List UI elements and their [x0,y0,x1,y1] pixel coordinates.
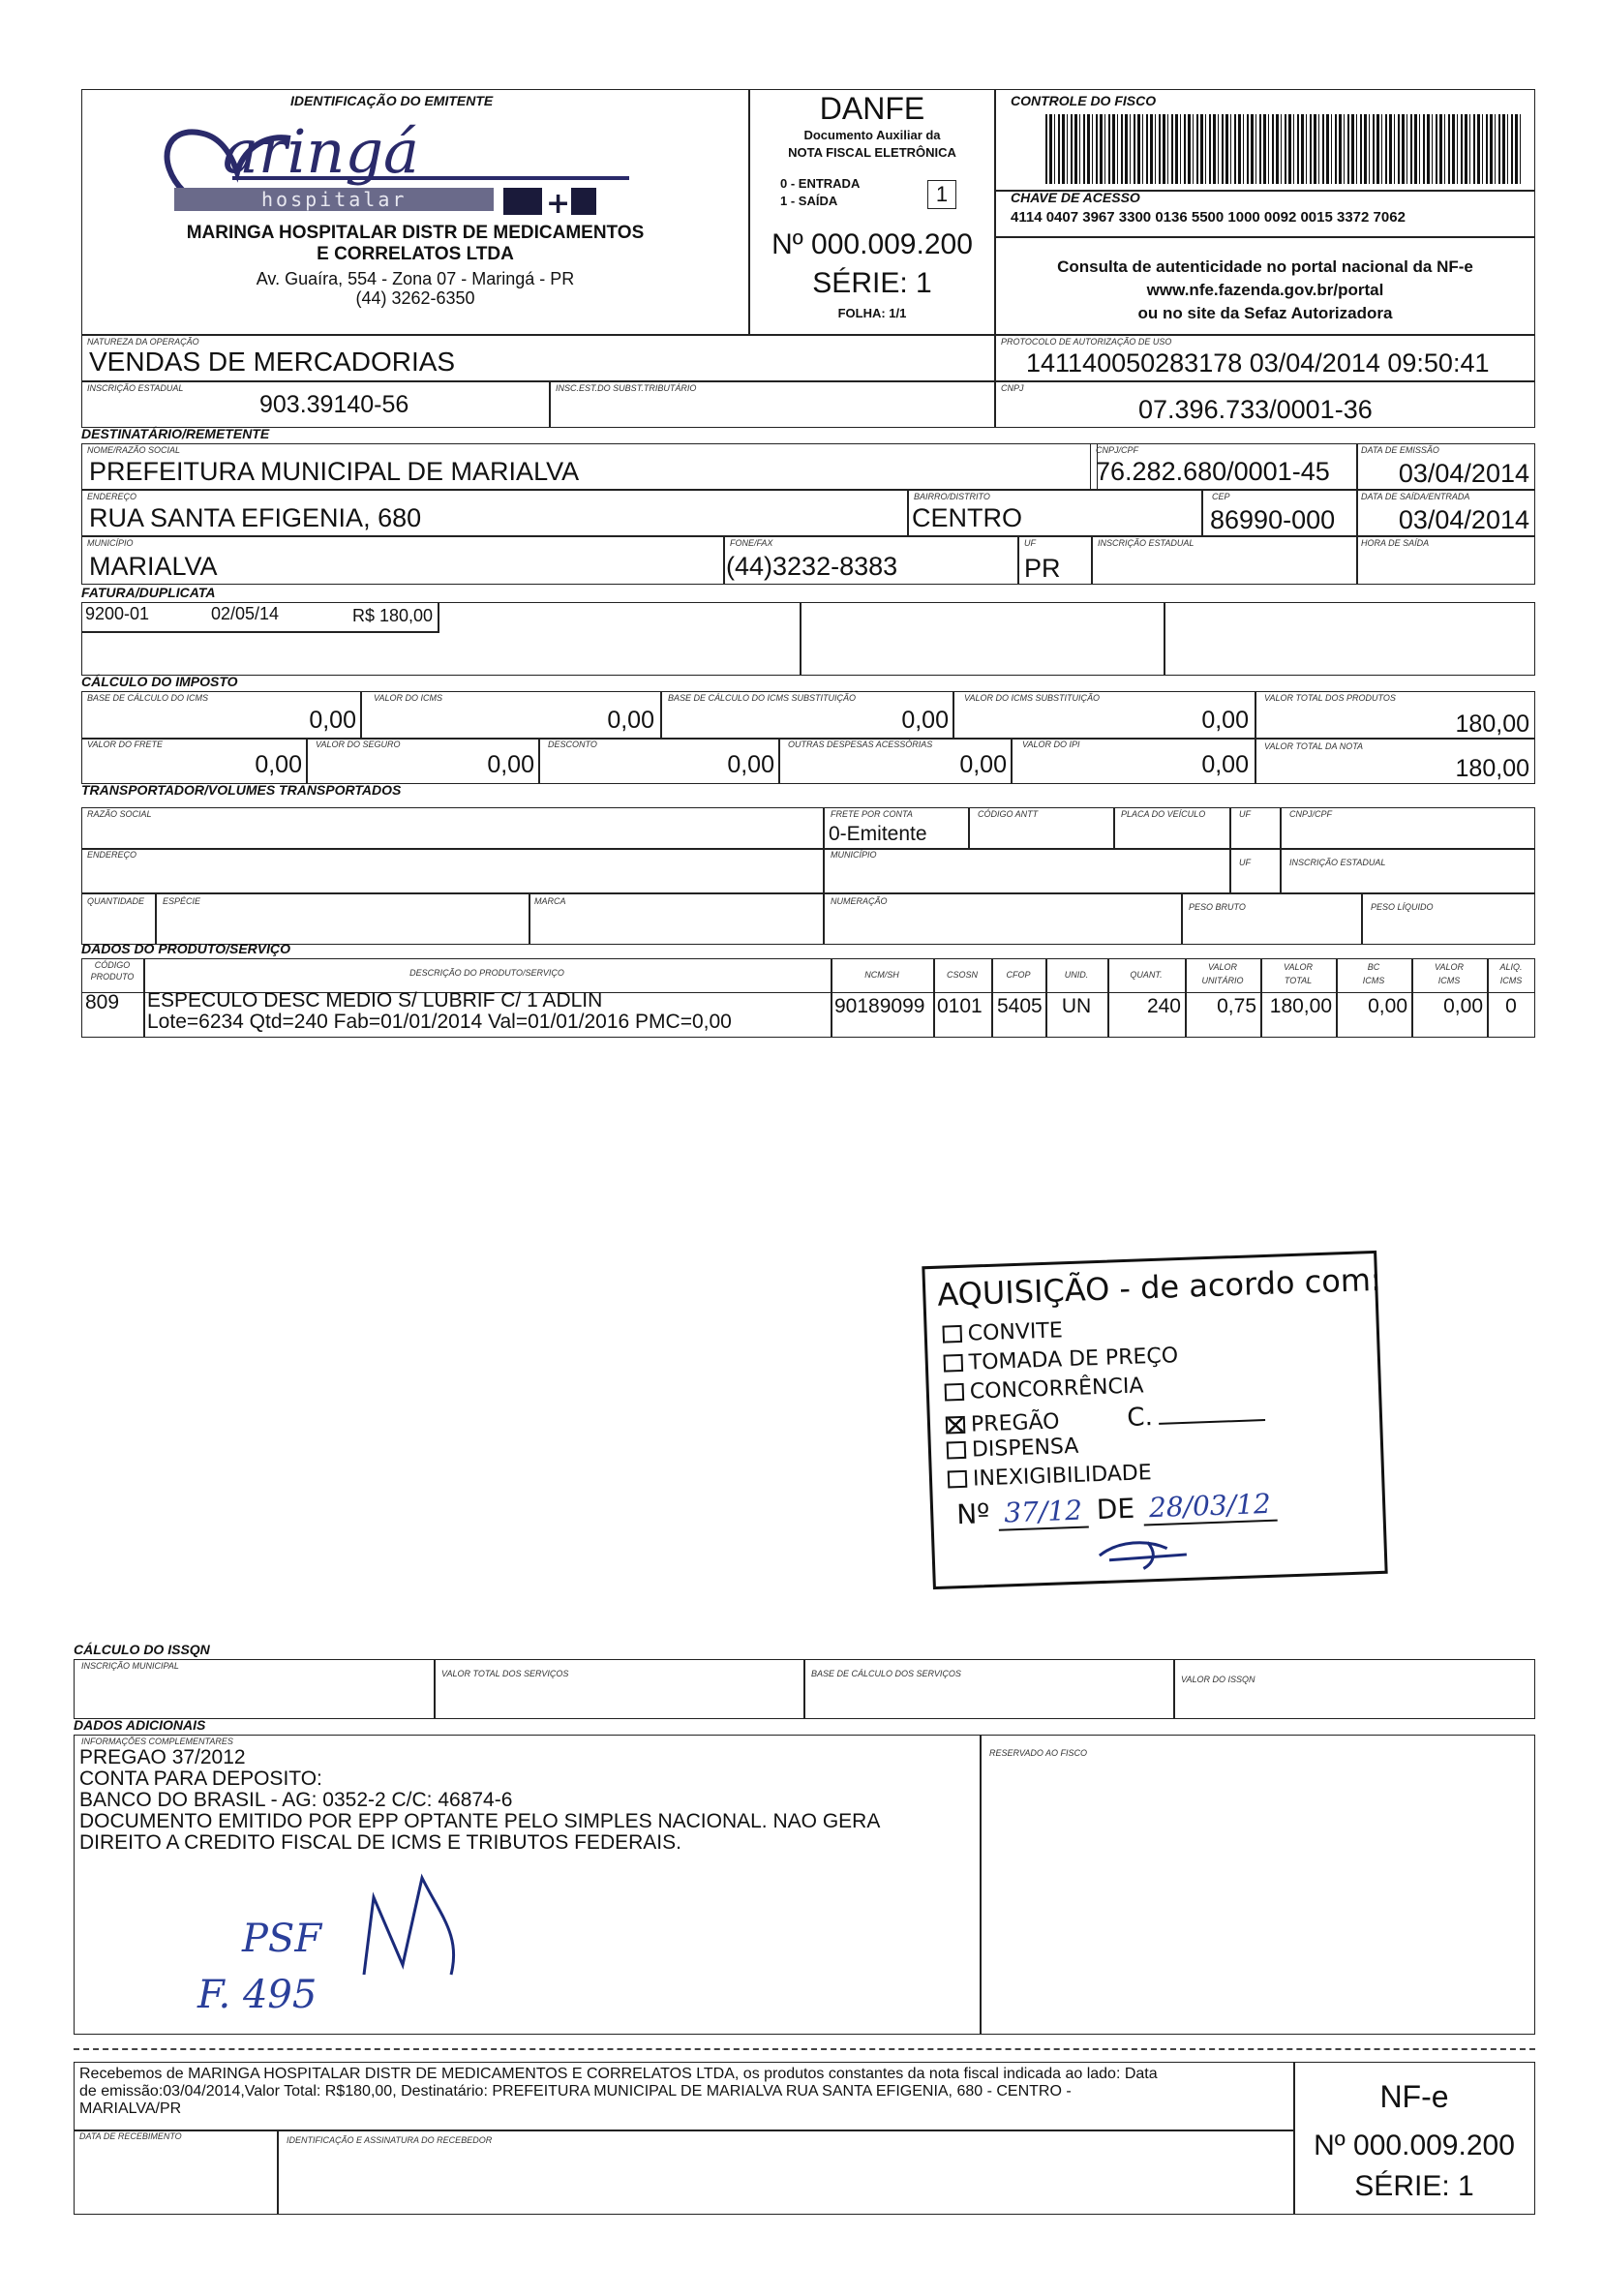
item-unid: UN [1061,995,1092,1017]
danfe-saida: 1 - SAÍDA [780,194,838,208]
natureza-value: VENDAS DE MERCADORIAS [89,347,456,377]
dest-endereco-label: ENDEREÇO [87,492,137,501]
h-vi1: VALOR [1434,962,1464,972]
stamp-title: AQUISIÇÃO - de acordo com: [936,1260,1382,1314]
dest-bairro: CENTRO [912,503,1022,532]
ie-st-label: INSC.EST.DO SUBST.TRIBUTÁRIO [556,383,697,393]
imp-l6: VALOR DO FRETE [87,740,164,749]
transp-placa: PLACA DO VEÍCULO [1121,809,1206,819]
stamp-num: 37/12 [998,1494,1089,1530]
consulta-line2: www.nfe.fazenda.gov.br/portal [1146,281,1384,299]
imp-v2: 0,00 [607,707,654,734]
transp-liquido: PESO LÍQUIDO [1371,902,1434,912]
natureza-label: NATUREZA DA OPERAÇÃO [87,337,199,347]
dest-cnpj-label: CNPJ/CPF [1096,445,1139,455]
h-aq1: ALIQ. [1499,962,1523,972]
handwritten-signature [345,1858,480,1994]
dest-cep-label: CEP [1212,492,1230,501]
canhoto-nfe: NF-e [1379,2079,1449,2114]
fisco-label: RESERVADO AO FISCO [989,1748,1088,1758]
info-line4: DOCUMENTO EMITIDO POR EPP OPTANTE PELO SIMPLES NACIONAL. NAO GERA [79,1810,881,1832]
transp-cnpj: CNPJ/CPF [1289,809,1333,819]
fatura-section: FATURA/DUPLICATA [81,585,216,600]
emitente-address: Av. Guaíra, 554 - Zona 07 - Maringá - PR [256,269,575,288]
transp-box [81,807,1535,945]
item-ncm: 90189099 [834,995,925,1017]
imp-v3: 0,00 [901,707,949,734]
canhoto-ident-label: IDENTIFICAÇÃO E ASSINATURA DO RECEBEDOR [287,2135,493,2145]
company-logo [145,105,649,230]
transp-razao: RAZÃO SOCIAL [87,809,152,819]
h-vi2: ICMS [1437,976,1461,985]
aquisicao-stamp [922,1251,1387,1589]
issqn-l4: VALOR DO ISSQN [1181,1675,1255,1684]
item-vtotal: 180,00 [1269,995,1332,1017]
dest-fone: (44)3232-8383 [726,552,898,581]
transp-uf: UF [1239,809,1251,819]
dest-saida: 03/04/2014 [1398,505,1529,534]
imp-v1: 0,00 [309,707,356,734]
issqn-l2: VALOR TOTAL DOS SERVIÇOS [441,1669,569,1678]
imp-l10: VALOR DO IPI [1022,740,1080,749]
imp-l9: OUTRAS DESPESAS ACESSÓRIAS [788,740,933,749]
item-desc1: ESPECULO DESC MEDIO S/ LUBRIF C/ 1 ADLIN [147,989,603,1012]
produtos-section: DADOS DO PRODUTO/SERVIÇO [81,941,290,956]
dest-emissao: 03/04/2014 [1398,459,1529,488]
stamp-opt-inexigibilidade: INEXIGIBILIDADE [948,1461,1152,1492]
dest-emissao-label: DATA DE EMISSÃO [1361,445,1439,455]
canhoto-text1: Recebemos de MARINGA HOSPITALAR DISTR DE MEDICAMENTOS E CORRELATOS LTDA, os produtos constantes da nota fiscal indicada ao lado: Data [79,2066,1158,2082]
dest-cep: 86990-000 [1210,505,1336,534]
transp-frete-label: FRETE POR CONTA [831,809,913,819]
cnpj-emit-label: CNPJ [1001,383,1024,393]
dest-uf-label: UF [1024,538,1036,548]
issqn-l3: BASE DE CÁLCULO DOS SERVIÇOS [811,1669,961,1678]
stamp-number-line: Nº 37/12 DE 28/03/12 [956,1488,1278,1531]
info-line2: CONTA PARA DEPOSITO: [79,1767,322,1790]
item-csosn: 0101 [937,995,983,1017]
danfe-entrada: 0 - ENTRADA [780,176,861,191]
imp-l8: DESCONTO [548,740,597,749]
svg-text:hospitalar: hospitalar [261,188,408,211]
h-bc2: ICMS [1362,976,1385,985]
imp-v5: 180,00 [1455,710,1529,738]
fatura-valor: R$ 180,00 [352,606,434,625]
cut-line [74,2048,1535,2050]
imp-v6: 0,00 [255,751,302,778]
danfe-folha: FOLHA: 1/1 [837,306,907,320]
dest-fone-label: FONE/FAX [730,538,773,548]
h-bc1: BC [1367,962,1380,972]
imp-v8: 0,00 [727,751,774,778]
h-unid: UNID. [1064,970,1089,980]
imp-l5: VALOR TOTAL DOS PRODUTOS [1264,693,1396,703]
consulta-line3: ou no site da Sefaz Autorizadora [1137,304,1393,322]
h-csosn: CSOSN [946,970,978,980]
dest-bairro-label: BAIRRO/DISTRITO [914,492,990,501]
item-vicms: 0,00 [1443,995,1483,1017]
barcode [1045,114,1522,184]
canhoto-data-label: DATA DE RECEBIMENTO [79,2131,182,2141]
danfe-serie: SÉRIE: 1 [812,267,932,299]
canhoto-text3: MARIALVA/PR [79,2100,182,2117]
emitente-name-2: E CORRELATOS LTDA [317,244,514,264]
item-aliq: 0 [1505,995,1517,1017]
stamp-date: 28/03/12 [1142,1488,1277,1526]
danfe-sub1: Documento Auxiliar da [803,128,941,142]
item-desc2: Lote=6234 Qtd=240 Fab=01/01/2014 Val=01/01/2016 PMC=0,00 [147,1011,732,1033]
transp-numeracao: NUMERAÇÃO [831,896,888,906]
destinatario-section: DESTINATÁRIO/REMETENTE [81,426,270,441]
dest-municipio-label: MUNICÍPIO [87,538,134,548]
canhoto-text2: de emissão:03/04/2014,Valor Total: R$180,00, Destinatário: PREFEITURA MUNICIPAL DE MARIALVA RUA SANTA EFIGENIA, 680 - CENTRO - [79,2083,1072,2100]
h-aq2: ICMS [1499,976,1523,985]
h-vu2: UNITÁRIO [1201,976,1244,985]
transp-marca: MARCA [534,896,566,906]
danfe-tipo: 1 [927,180,956,209]
stamp-opt-concorrencia: CONCORRÊNCIA [944,1374,1143,1405]
transp-bruto: PESO BRUTO [1189,902,1246,912]
issqn-l1: INSCRIÇÃO MUNICIPAL [81,1661,179,1671]
h-vt2: TOTAL [1284,976,1313,985]
consulta-line1: Consulta de autenticidade no portal nacional da NF-e [1057,257,1473,276]
h-cfop: CFOP [1006,970,1031,980]
issqn-section: CÁLCULO DO ISSQN [74,1642,210,1657]
transp-uf2: UF [1239,858,1251,867]
imp-v7: 0,00 [487,751,534,778]
item-vunit: 0,75 [1217,995,1256,1017]
imp-l1: BASE DE CÁLCULO DO ICMS [87,693,209,703]
danfe-numero: Nº 000.009.200 [771,228,973,260]
protocolo-label: PROTOCOLO DE AUTORIZAÇÃO DE USO [1001,337,1172,347]
svg-text:+: + [546,187,571,221]
imp-l7: VALOR DO SEGURO [316,740,401,749]
svg-text:aringá: aringá [223,116,420,187]
dest-cnpj: 76.282.680/0001-45 [1096,457,1330,486]
dest-saida-label: DATA DE SAÍDA/ENTRADA [1361,492,1470,501]
imp-v4: 0,00 [1201,707,1249,734]
controle-label: CONTROLE DO FISCO [1011,93,1157,108]
dest-endereco: RUA SANTA EFIGENIA, 680 [89,503,422,532]
dest-uf: PR [1024,554,1061,583]
fatura-data: 02/05/14 [211,604,280,623]
stamp-opt-tomada: TOMADA DE PREÇO [943,1344,1178,1375]
chave-label: CHAVE DE ACESSO [1011,190,1140,205]
stamp-opt-pregao: PREGÃO C. [946,1399,1266,1438]
stamp-opt-dispensa: DISPENSA [947,1435,1079,1464]
h-codigo1: CÓDIGO [94,960,131,970]
dest-hora-label: HORA DE SAÍDA [1361,538,1430,548]
transp-quant: QUANTIDADE [87,896,145,906]
chave-acesso: 4114 0407 3967 3300 0136 5500 1000 0092 0015 3372 7062 [1011,209,1406,226]
imp-l2: VALOR DO ICMS [374,693,443,703]
item-cfop: 5405 [997,995,1043,1017]
ie-label: INSCRIÇÃO ESTADUAL [87,383,184,393]
transp-especie: ESPÉCIE [163,896,201,906]
info-line5: DIREITO A CREDITO FISCAL DE ICMS E TRIBUTOS FEDERAIS. [79,1831,681,1854]
item-codigo: 809 [85,991,120,1013]
canhoto-serie: SÉRIE: 1 [1354,2170,1474,2202]
ie-value: 903.39140-56 [259,391,409,418]
transp-ie: INSCRIÇÃO ESTADUAL [1289,858,1386,867]
protocolo-value: 141140050283178 03/04/2014 09:50:41 [1026,348,1490,378]
h-ncm: NCM/SH [864,970,899,980]
stamp-signature [1089,1532,1206,1575]
fatura-numero: 9200-01 [85,604,150,623]
imp-v9: 0,00 [959,751,1007,778]
dest-nome: PREFEITURA MUNICIPAL DE MARIALVA [89,457,580,486]
imp-l11: VALOR TOTAL DA NOTA [1264,741,1364,751]
canhoto-numero: Nº 000.009.200 [1314,2130,1515,2161]
dest-municipio: MARIALVA [89,552,218,581]
danfe-sub2: NOTA FISCAL ELETRÔNICA [788,145,956,160]
adicionais-section: DADOS ADICIONAIS [74,1717,206,1733]
info-line3: BANCO DO BRASIL - AG: 0352-2 C/C: 46874-6 [79,1789,513,1811]
item-quant: 240 [1146,995,1181,1017]
h-codigo2: PRODUTO [90,972,135,982]
item-bc: 0,00 [1368,995,1407,1017]
transp-endereco: ENDEREÇO [87,850,137,860]
transp-municipio: MUNICÍPIO [831,850,877,860]
dest-ie-label: INSCRIÇÃO ESTADUAL [1098,538,1195,548]
danfe-title: DANFE [819,91,925,126]
handwritten-psf: PSF [242,1917,322,1961]
info-label: INFORMAÇÕES COMPLEMENTARES [81,1737,233,1746]
imp-l4: VALOR DO ICMS SUBSTITUIÇÃO [964,693,1101,703]
h-vt1: VALOR [1283,962,1313,972]
info-line1: PREGAO 37/2012 [79,1746,246,1768]
cnpj-emit-value: 07.396.733/0001-36 [1138,395,1373,424]
transp-antt: CÓDIGO ANTT [978,809,1039,819]
emitente-section-label: IDENTIFICAÇÃO DO EMITENTE [290,93,494,108]
imp-v10: 0,00 [1201,751,1249,778]
dest-nome-label: NOME/RAZÃO SOCIAL [87,445,181,455]
h-desc: DESCRIÇÃO DO PRODUTO/SERVIÇO [409,968,564,978]
imposto-section: CÁLCULO DO IMPOSTO [81,674,238,689]
fatura-box [81,602,1535,676]
imp-v11: 180,00 [1455,755,1529,782]
transp-section: TRANSPORTADOR/VOLUMES TRANSPORTADOS [81,782,402,798]
imp-l3: BASE DE CÁLCULO DO ICMS SUBSTITUIÇÃO [668,693,857,703]
handwritten-folio: F. 495 [197,1973,318,2017]
emitente-name-1: MARINGA HOSPITALAR DISTR DE MEDICAMENTOS [186,223,645,243]
emitente-phone: (44) 3262-6350 [355,288,475,308]
stamp-opt-convite: CONVITE [942,1318,1063,1346]
h-quant: QUANT. [1130,970,1163,980]
transp-frete: 0-Emitente [829,823,927,845]
h-vu1: VALOR [1207,962,1237,972]
